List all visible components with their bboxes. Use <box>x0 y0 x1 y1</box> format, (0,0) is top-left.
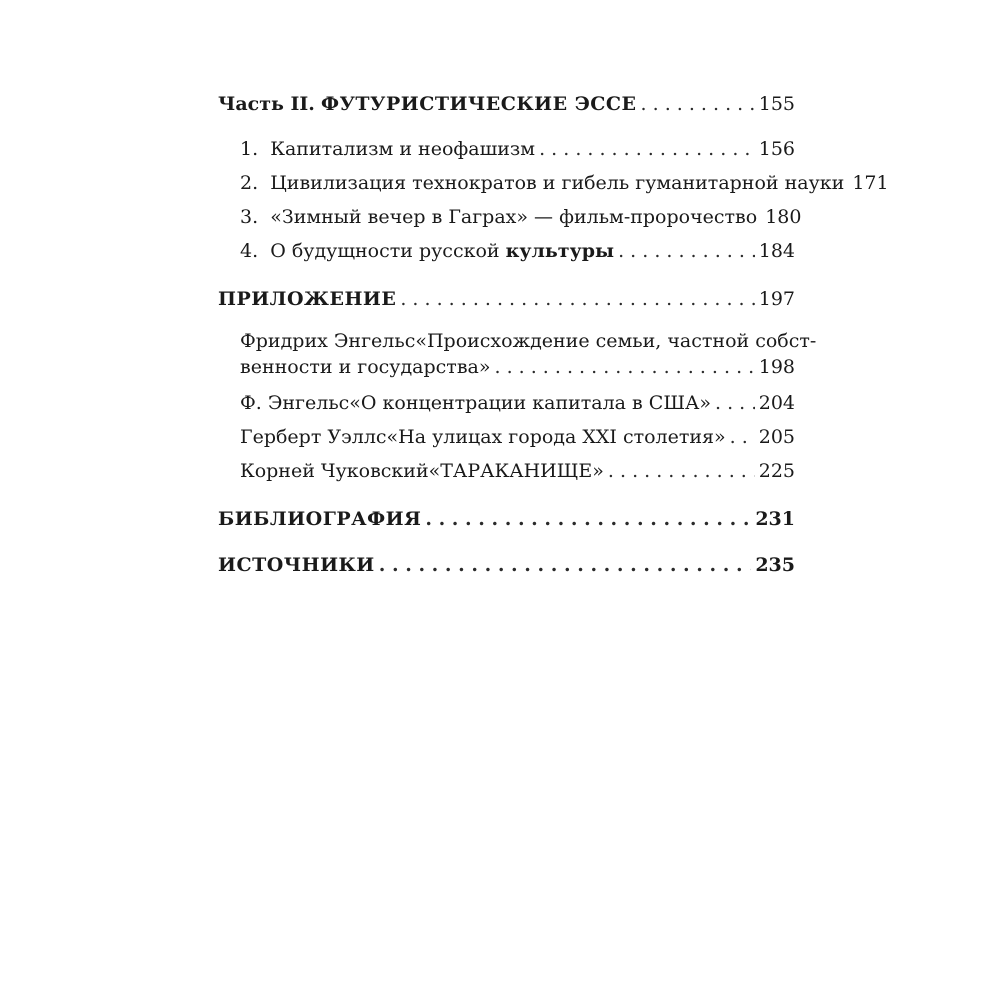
toc-entry-bibliography <box>218 508 795 530</box>
dot-leader <box>379 554 752 576</box>
toc-bibliography-page: 231 <box>755 508 795 530</box>
toc-item-title-bold: культуры <box>505 240 615 262</box>
toc-entry-part2-item-1 <box>240 138 795 160</box>
toc-item-title: Корней Чуковский«ТАРАКАНИЩЕ» <box>240 460 604 482</box>
toc-item-page: 184 <box>758 240 795 262</box>
dot-leader <box>425 508 751 530</box>
dot-leader <box>608 460 755 482</box>
toc-appendix-title: ПРИЛОЖЕНИЕ <box>218 288 397 310</box>
toc-appendix-page: 197 <box>758 288 795 310</box>
dot-leader <box>400 288 754 310</box>
dot-leader <box>730 426 755 448</box>
toc-item-title: «Зимный вечер в Гаграх» — фильм-пророчество <box>270 206 758 228</box>
toc-entry-appendix-item-4 <box>240 460 795 482</box>
toc-item-title: Ф. Энгельс«О концентрации капитала в США» <box>240 392 712 414</box>
toc-item-page: 198 <box>758 356 795 378</box>
toc-item-title: Капитализм и неофашизм <box>270 138 536 160</box>
toc-item-title: Герберт Уэллс«На улицах города XXI столетия» <box>240 426 726 448</box>
toc-part2-heading: ФУТУРИСТИЧЕСКИЕ ЭССЕ <box>320 93 637 115</box>
toc-item-page: 225 <box>758 460 795 482</box>
toc-entry-sources <box>218 554 795 576</box>
toc-entry-appendix-item-2 <box>240 392 795 414</box>
toc-entry-part2-item-4 <box>240 240 795 262</box>
toc-item-page: 156 <box>758 138 795 160</box>
toc-entry-appendix-item-1 <box>240 356 795 378</box>
toc-item-title: О будущности русской <box>270 240 500 262</box>
dot-leader <box>618 240 755 262</box>
toc-appendix-item-1-line1: Фридрих Энгельс«Происхождение семьи, частной собст- <box>240 330 817 352</box>
toc-part2-page: 155 <box>758 93 795 115</box>
toc-entry-part2 <box>218 93 795 115</box>
toc-entry-part2-item-3 <box>240 206 802 228</box>
toc-item-page: 204 <box>758 392 795 414</box>
toc-item-number: 3. <box>240 206 259 228</box>
toc-item-number: 2. <box>240 172 259 194</box>
dot-leader <box>494 356 754 378</box>
toc-sources-page: 235 <box>755 554 795 576</box>
toc-entry-appendix <box>218 288 795 310</box>
dot-leader <box>539 138 755 160</box>
toc-item-title: Цивилизация технократов и гибель гуманитарной науки <box>270 172 845 194</box>
toc-sources-title: ИСТОЧНИКИ <box>218 554 375 576</box>
dot-leader <box>641 93 755 115</box>
toc-item-number: 4. <box>240 240 259 262</box>
toc-part2-label: Часть II. <box>218 93 315 115</box>
toc-part2-title <box>218 93 637 115</box>
toc-entry-part2-item-2 <box>240 172 889 194</box>
toc-item-page: 171 <box>852 172 889 194</box>
toc-item-page: 180 <box>765 206 802 228</box>
dot-leader <box>715 392 755 414</box>
toc-bibliography-title: БИБЛИОГРАФИЯ <box>218 508 422 530</box>
toc-item-page: 205 <box>758 426 795 448</box>
toc-item-title: венности и государства» <box>240 356 491 378</box>
toc-entry-appendix-item-3 <box>240 426 795 448</box>
toc-item-number: 1. <box>240 138 259 160</box>
